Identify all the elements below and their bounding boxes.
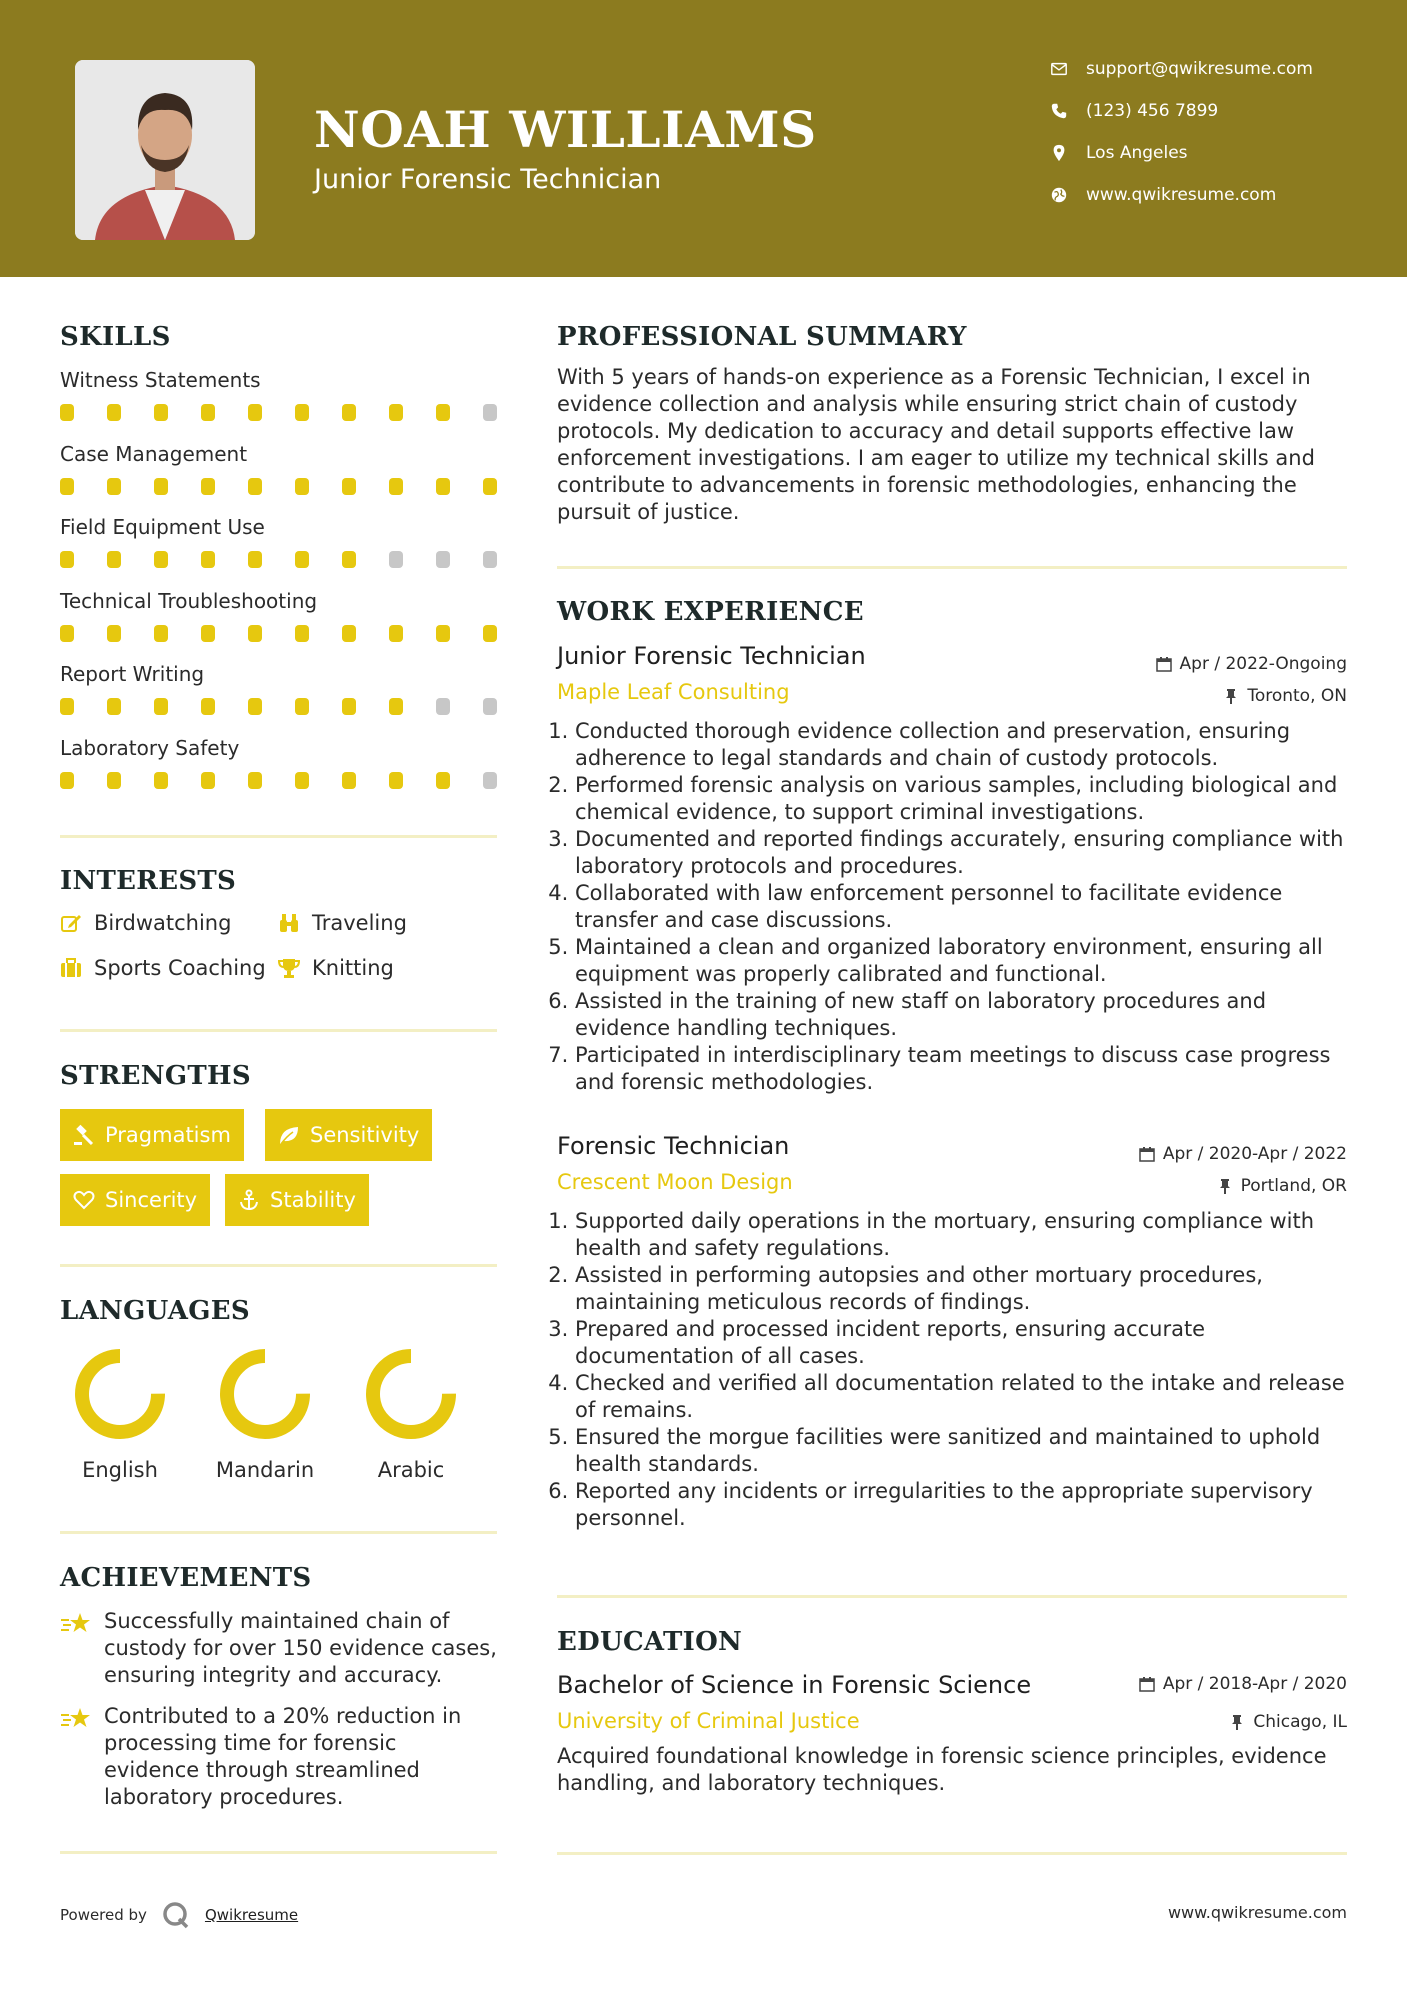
globe-icon — [1050, 186, 1068, 204]
experience-heading: WORK EXPERIENCE — [557, 597, 864, 627]
skill-dot-filled — [107, 772, 121, 789]
skill-name: Witness Statements — [60, 368, 261, 392]
job-role: Forensic Technician — [557, 1132, 790, 1160]
skill-dot-filled — [389, 478, 403, 495]
skill-dot-empty — [436, 551, 450, 568]
skill-dot-filled — [201, 478, 215, 495]
skill-dot-empty — [389, 551, 403, 568]
strength-label: Pragmatism — [105, 1123, 231, 1147]
skill-dot-filled — [154, 478, 168, 495]
interest-item — [278, 911, 407, 935]
job-duties — [557, 1208, 1347, 1532]
location-pin-icon — [1050, 144, 1068, 162]
skill-dot-filled — [483, 478, 497, 495]
achievements-section — [60, 1563, 497, 1593]
footer-website[interactable]: www.qwikresume.com — [1167, 1903, 1347, 1922]
skill-dot-filled — [295, 551, 309, 568]
language-label: English — [82, 1458, 158, 1482]
skill-dot-filled — [295, 625, 309, 642]
skill-dot-filled — [295, 478, 309, 495]
education-dates-text: Apr / 2018-Apr / 2020 — [1162, 1674, 1347, 1694]
skill-dot-filled — [342, 551, 356, 568]
divider — [557, 1595, 1347, 1598]
contact-phone[interactable] — [1050, 101, 1380, 121]
skill-dot-filled — [248, 404, 262, 421]
strength-tag — [60, 1174, 210, 1226]
job-location — [1223, 686, 1347, 706]
skill-dot-filled — [107, 478, 121, 495]
shooting-star-icon — [60, 1705, 92, 1733]
summary-section — [557, 322, 1347, 526]
calendar-icon — [1139, 1146, 1155, 1162]
qwikresume-link[interactable]: Qwikresume — [204, 1906, 299, 1924]
skill-dot-filled — [342, 478, 356, 495]
skill-name: Laboratory Safety — [60, 735, 240, 760]
language-progress-ring — [363, 1346, 459, 1442]
skill-dot-filled — [154, 772, 168, 789]
achievements-heading: ACHIEVEMENTS — [60, 1563, 312, 1593]
skill-dot-filled — [60, 404, 74, 421]
skill-dot-filled — [154, 625, 168, 642]
skill-dot-filled — [248, 478, 262, 495]
divider — [60, 1851, 497, 1854]
job-company: Maple Leaf Consulting — [557, 680, 790, 704]
divider — [557, 566, 1347, 569]
job-location-text: Toronto, ON — [1247, 686, 1347, 706]
strength-label: Sincerity — [105, 1188, 198, 1212]
interest-item — [60, 911, 231, 935]
contact-website-text: www.qwikresume.com — [1086, 185, 1277, 205]
skill-dot-filled — [201, 404, 215, 421]
skill-dot-filled — [107, 404, 121, 421]
qwikresume-logo-icon — [161, 1900, 191, 1930]
job-location — [1217, 1176, 1347, 1196]
job-dates-text: Apr / 2022-Ongoing — [1179, 654, 1347, 674]
skill-dot-filled — [389, 772, 403, 789]
language-progress-ring — [72, 1346, 168, 1442]
duty-item: 2. Assisted in performing autopsies and other mortuary procedures, maintaining meticulous records of findings. — [575, 1262, 1347, 1316]
strength-tag — [225, 1174, 369, 1226]
duty-item: 4. Collaborated with law enforcement personnel to facilitate evidence transfer and case discussions. — [575, 880, 1347, 934]
job-company: Crescent Moon Design — [557, 1170, 793, 1194]
divider — [60, 1531, 497, 1534]
skill-item — [60, 662, 497, 715]
skill-dot-filled — [201, 772, 215, 789]
skill-dot-filled — [295, 772, 309, 789]
achievement-item — [60, 1703, 497, 1811]
skill-dot-empty — [483, 698, 497, 715]
language-item — [205, 1346, 325, 1482]
skill-dot-filled — [60, 698, 74, 715]
binoculars-icon — [278, 912, 300, 934]
skill-dot-filled — [342, 698, 356, 715]
summary-heading: PROFESSIONAL SUMMARY — [557, 322, 967, 352]
skill-dot-filled — [201, 625, 215, 642]
skill-dot-filled — [436, 478, 450, 495]
profile-photo — [75, 60, 255, 240]
contact-location-text: Los Angeles — [1086, 143, 1188, 163]
skill-dot-filled — [436, 772, 450, 789]
job-duties — [557, 718, 1347, 1096]
skill-dot-filled — [436, 625, 450, 642]
achievement-text: Successfully maintained chain of custody for over 150 evidence cases, ensuring integrity and accuracy. — [104, 1609, 497, 1687]
skill-item — [60, 442, 497, 495]
divider — [557, 1852, 1347, 1855]
education-heading: EDUCATION — [557, 1627, 743, 1657]
skill-dot-filled — [154, 404, 168, 421]
footer-powered-by — [60, 1900, 298, 1930]
skill-dot-filled — [295, 698, 309, 715]
duty-item: 6. Reported any incidents or irregularities to the appropriate supervisory personnel. — [575, 1478, 1347, 1532]
skill-dot-empty — [483, 551, 497, 568]
summary-text: With 5 years of hands-on experience as a Forensic Technician, I excel in evidence collection and analysis while ensuring strict chain of custody protocols. My dedication to accuracy and detail supports effective law enforcement investigations. I am eager to utilize my technical skills and contribute to advancements in forensic methodologies, enhancing the pursuit of justice. — [557, 365, 1315, 524]
job-location-text: Portland, OR — [1240, 1176, 1347, 1196]
interest-label: Knitting — [312, 956, 394, 980]
contact-phone-text: (123) 456 7899 — [1086, 101, 1219, 121]
divider — [60, 835, 497, 838]
education-degree: Bachelor of Science in Forensic Science — [557, 1671, 1032, 1699]
education-school: University of Criminal Justice — [557, 1709, 860, 1733]
languages-heading: LANGUAGES — [60, 1296, 250, 1326]
skill-dot-empty — [436, 698, 450, 715]
briefcase-icon — [60, 957, 82, 979]
skill-dot-filled — [107, 698, 121, 715]
language-label: Arabic — [377, 1458, 445, 1482]
strengths-heading: STRENGTHS — [60, 1061, 251, 1091]
language-item — [351, 1346, 471, 1482]
strengths-section — [60, 1061, 497, 1091]
skill-item — [60, 736, 497, 789]
pushpin-icon — [1223, 688, 1239, 704]
skills-heading: SKILLS — [60, 322, 171, 352]
languages-section — [60, 1296, 497, 1326]
skill-dot-filled — [248, 698, 262, 715]
pushpin-icon — [1229, 1714, 1245, 1730]
skill-dot-filled — [483, 625, 497, 642]
interest-label: Sports Coaching — [94, 956, 266, 980]
powered-by-label: Powered by — [60, 1906, 147, 1924]
education-dates — [1139, 1674, 1347, 1694]
skill-dot-empty — [483, 404, 497, 421]
skill-dot-filled — [295, 404, 309, 421]
skill-dot-filled — [107, 625, 121, 642]
strength-tag — [265, 1109, 432, 1161]
candidate-name: NOAH WILLIAMS — [314, 100, 817, 159]
heart-icon — [73, 1189, 95, 1211]
job-role: Junior Forensic Technician — [557, 642, 866, 670]
duty-item: 1. Supported daily operations in the mortuary, ensuring compliance with health and safety regulations. — [575, 1208, 1347, 1262]
skill-dot-filled — [342, 772, 356, 789]
interests-section — [60, 866, 497, 896]
skill-dot-filled — [60, 478, 74, 495]
duty-item: 3. Documented and reported findings accurately, ensuring compliance with laboratory protocols and procedures. — [575, 826, 1347, 880]
candidate-title: Junior Forensic Technician — [314, 164, 662, 195]
duty-item: 6. Assisted in the training of new staff on laboratory procedures and evidence handling techniques. — [575, 988, 1347, 1042]
language-label: Mandarin — [215, 1458, 315, 1482]
skill-dot-filled — [154, 551, 168, 568]
leaf-icon — [278, 1124, 300, 1146]
skill-item — [60, 368, 497, 421]
header-banner — [0, 0, 1407, 277]
duty-item: 2. Performed forensic analysis on various samples, including biological and chemical evidence, to support criminal investigations. — [575, 772, 1347, 826]
skill-dot-filled — [248, 551, 262, 568]
duty-item: 1. Conducted thorough evidence collection and preservation, ensuring adherence to legal standards and chain of custody protocols. — [575, 718, 1347, 772]
skill-rating — [60, 404, 497, 421]
skill-dot-filled — [60, 551, 74, 568]
skill-dot-filled — [248, 772, 262, 789]
interest-item — [278, 956, 394, 980]
gavel-icon — [73, 1124, 95, 1146]
job-dates — [1139, 1144, 1347, 1164]
contact-website[interactable] — [1050, 185, 1380, 205]
skill-rating — [60, 698, 497, 715]
skill-dot-filled — [389, 698, 403, 715]
pencil-icon — [60, 912, 82, 934]
skill-rating — [60, 551, 497, 568]
skill-dot-empty — [483, 772, 497, 789]
phone-icon — [1050, 102, 1068, 120]
duty-item: 4. Checked and verified all documentation related to the intake and release of remains. — [575, 1370, 1347, 1424]
skill-dot-filled — [201, 551, 215, 568]
skill-name: Field Equipment Use — [60, 515, 265, 539]
language-item — [60, 1346, 180, 1482]
anchor-icon — [238, 1189, 260, 1211]
skill-dot-filled — [248, 625, 262, 642]
calendar-icon — [1156, 656, 1172, 672]
experience-section — [557, 597, 1347, 627]
education-location — [1229, 1712, 1347, 1732]
strength-label: Sensitivity — [310, 1123, 420, 1147]
skill-dot-filled — [389, 625, 403, 642]
divider — [60, 1029, 497, 1032]
job-dates-text: Apr / 2020-Apr / 2022 — [1162, 1144, 1347, 1164]
trophy-icon — [278, 957, 300, 979]
contact-location — [1050, 143, 1380, 163]
contact-email-text: support@qwikresume.com — [1086, 59, 1313, 79]
skill-dot-filled — [60, 625, 74, 642]
skill-name: Case Management — [60, 441, 248, 466]
shooting-star-icon — [60, 1610, 92, 1638]
skill-dot-filled — [342, 404, 356, 421]
interest-label: Traveling — [312, 911, 407, 935]
interest-label: Birdwatching — [94, 911, 232, 935]
skill-item — [60, 589, 497, 642]
divider — [60, 1264, 497, 1267]
skill-dot-filled — [107, 551, 121, 568]
skill-dot-filled — [201, 698, 215, 715]
duty-item: 3. Prepared and processed incident reports, ensuring accurate documentation of all cases. — [575, 1316, 1347, 1370]
duty-item: 5. Ensured the morgue facilities were sanitized and maintained to uphold health standards. — [575, 1424, 1347, 1478]
pushpin-icon — [1217, 1178, 1233, 1194]
duty-item: 5. Maintained a clean and organized laboratory environment, ensuring all equipment was properly calibrated and functional. — [575, 934, 1347, 988]
job-entry — [557, 642, 1347, 1096]
interest-item — [60, 956, 266, 980]
calendar-icon — [1139, 1676, 1155, 1692]
mail-icon — [1050, 60, 1068, 78]
strength-label: Stability — [270, 1188, 356, 1212]
interests-heading: INTERESTS — [60, 866, 237, 896]
job-dates — [1156, 654, 1347, 674]
education-location-text: Chicago, IL — [1253, 1712, 1347, 1732]
duty-item: 7. Participated in interdisciplinary team meetings to discuss case progress and forensic methodologies. — [575, 1042, 1347, 1096]
skill-rating — [60, 478, 497, 495]
skill-rating — [60, 772, 497, 789]
skill-name: Report Writing — [60, 662, 205, 686]
achievement-text: Contributed to a 20% reduction in processing time for forensic evidence through streamlined laboratory procedures. — [104, 1704, 462, 1809]
skill-dot-filled — [389, 404, 403, 421]
skill-rating — [60, 625, 497, 642]
contact-email[interactable] — [1050, 59, 1380, 79]
skill-dot-filled — [154, 698, 168, 715]
skill-dot-filled — [436, 404, 450, 421]
strength-tag — [60, 1109, 244, 1161]
education-description: Acquired foundational knowledge in forensic science principles, evidence handling, and laboratory techniques. — [557, 1744, 1327, 1795]
skill-dot-filled — [60, 772, 74, 789]
skill-name: Technical Troubleshooting — [60, 588, 318, 613]
achievement-item — [60, 1608, 497, 1689]
skills-section — [60, 322, 497, 352]
skill-item — [60, 515, 497, 568]
skill-dot-filled — [342, 625, 356, 642]
language-progress-ring — [217, 1346, 313, 1442]
